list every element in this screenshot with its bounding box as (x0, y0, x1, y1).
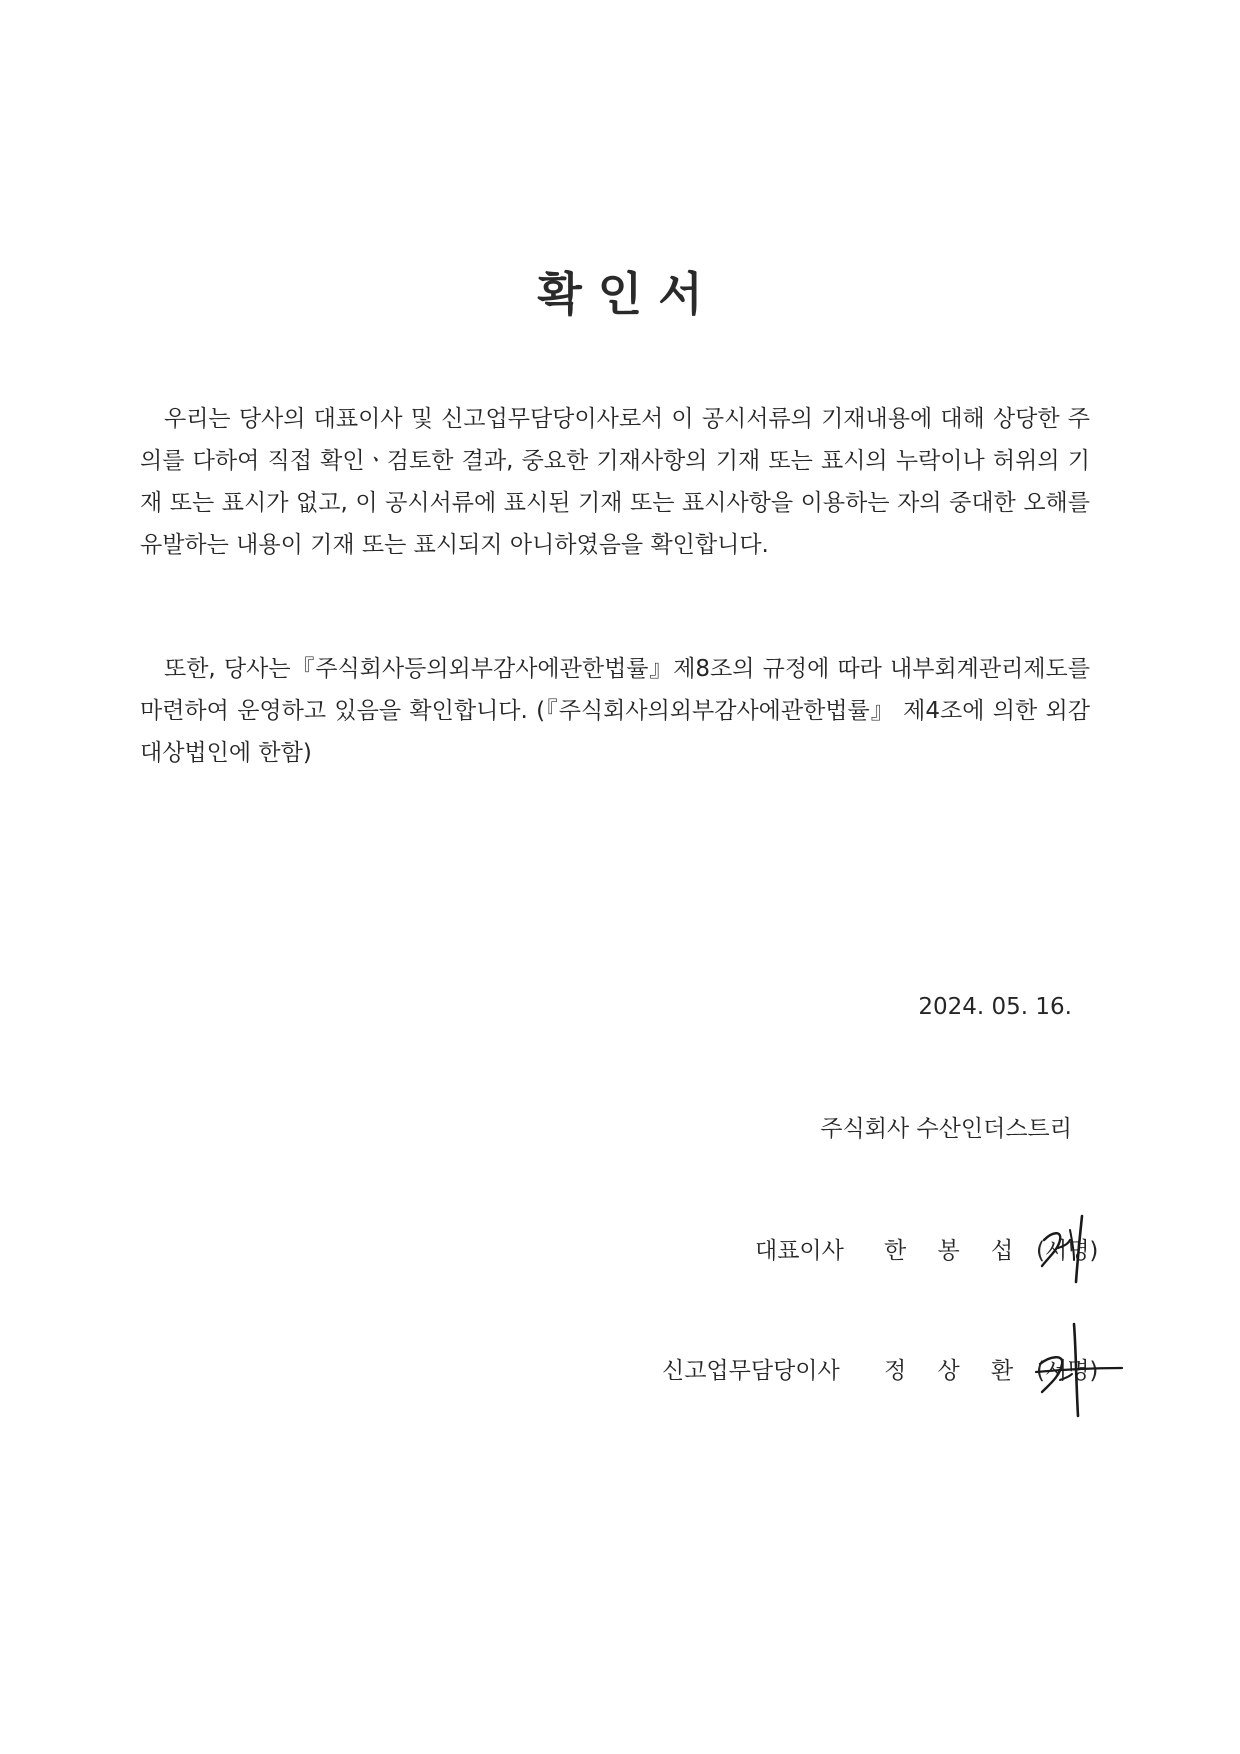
signatory-name: 한 봉 섭 (884, 1238, 1026, 1264)
signatory-role: 신고업무담당이사 (662, 1358, 840, 1384)
paragraph-internal-control-text: 또한, 당사는『주식회사등의외부감사에관한법률』제8조의 규정에 따라 내부회계관리제도를 마련하여 운영하고 있음을 확인합니다. (『주식회사의외부감사에관한법률』 제4조에 의한 외감대상법인에 한함) (140, 656, 1090, 766)
signature-row-disclosure-officer (0, 1352, 1240, 1392)
paragraph-confirmation (140, 398, 1090, 566)
paragraph-internal-control (140, 648, 1090, 774)
signature-label: (서명) (1036, 1238, 1099, 1264)
signatory-name: 정 상 환 (884, 1358, 1026, 1384)
signature-row-ceo (0, 1232, 1240, 1272)
document-date: 2024. 05. 16. (918, 994, 1072, 1020)
signatory-role: 대표이사 (755, 1238, 844, 1264)
signature-label: (서명) (1036, 1358, 1099, 1384)
company-name: 주식회사 수산인더스트리 (820, 1116, 1072, 1142)
paragraph-confirmation-text: 우리는 당사의 대표이사 및 신고업무담당이사로서 이 공시서류의 기재내용에 대해 상당한 주의를 다하여 직접 확인ㆍ검토한 결과, 중요한 기재사항의 기재 또는 표시의 누락이나 허위의 기재 또는 표시가 없고, 이 공시서류에 표시된 기재 또는 표시사항을 이용하는 자의 중대한 오해를 유발하는 내용이 기재 또는 표시되지 아니하였음을 확인합니다. (140, 406, 1090, 558)
document-title: 확 인 서 (537, 267, 703, 321)
